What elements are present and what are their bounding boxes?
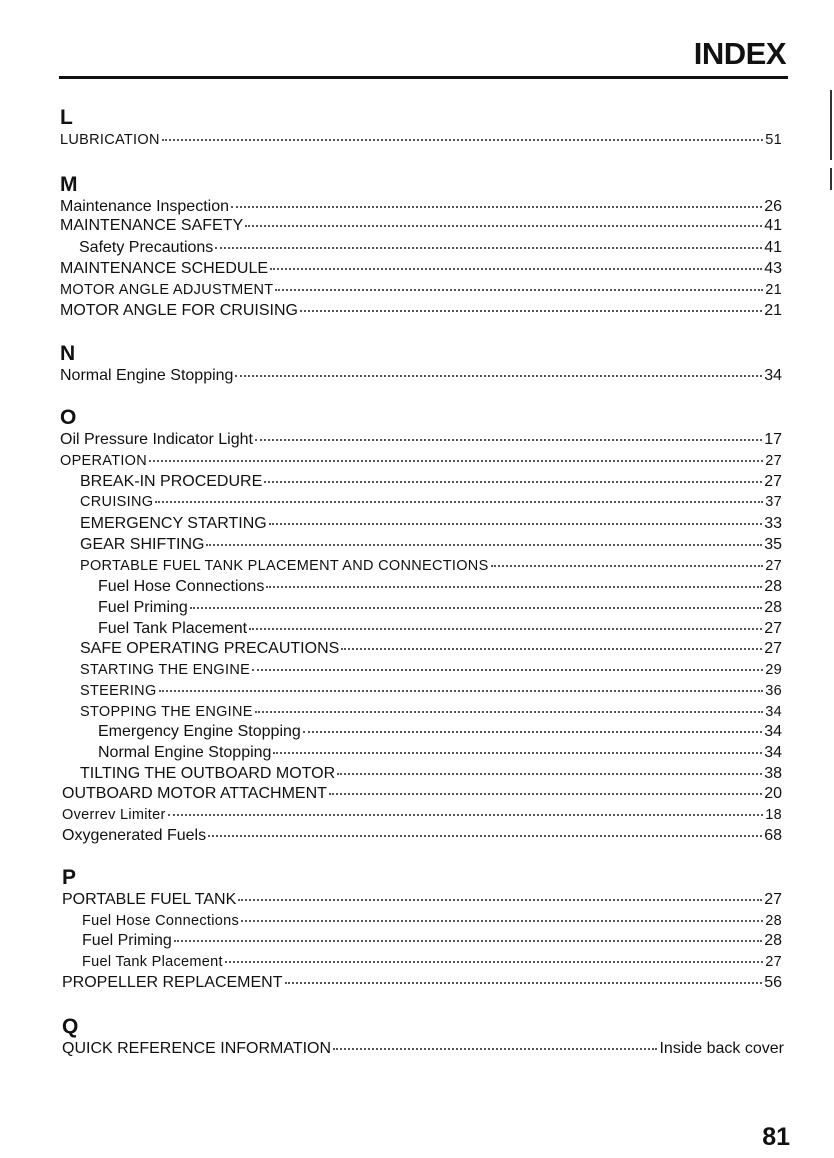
index-entry[interactable] xyxy=(82,911,782,931)
entry-text: Normal Engine Stopping xyxy=(60,367,234,384)
entry-page: Inside back cover xyxy=(659,1040,784,1057)
entry-text: LUBRICATION xyxy=(60,132,160,148)
index-entry[interactable] xyxy=(60,280,782,300)
index-entry[interactable] xyxy=(60,197,782,217)
dot-leader xyxy=(273,752,762,754)
entry-page: 36 xyxy=(765,683,782,699)
index-entry[interactable] xyxy=(60,430,782,450)
dot-leader xyxy=(190,607,762,609)
index-entry[interactable] xyxy=(80,514,782,534)
dot-leader xyxy=(174,940,762,942)
entry-text: Normal Engine Stopping xyxy=(98,744,272,761)
index-entry[interactable] xyxy=(62,973,782,993)
entry-text: MOTOR ANGLE ADJUSTMENT xyxy=(60,282,274,298)
dot-leader xyxy=(162,139,764,141)
entry-page: 51 xyxy=(765,132,782,148)
dot-leader xyxy=(285,982,763,984)
entry-text: Fuel Hose Connections xyxy=(98,578,265,595)
entry-page: 28 xyxy=(764,932,782,949)
entry-page: 27 xyxy=(764,620,782,637)
entry-text: MAINTENANCE SCHEDULE xyxy=(60,260,269,277)
dot-leader xyxy=(155,501,763,503)
entry-text: Fuel Hose Connections xyxy=(82,913,240,929)
entry-page: 34 xyxy=(764,723,782,740)
entry-text: Maintenance Inspection xyxy=(60,198,229,215)
entry-text: MAINTENANCE SAFETY xyxy=(60,217,244,234)
index-entry[interactable] xyxy=(98,577,782,597)
index-entry[interactable] xyxy=(80,472,782,492)
section-letter-q: Q xyxy=(62,1015,79,1038)
index-entry[interactable] xyxy=(98,743,782,763)
dot-leader xyxy=(491,565,764,567)
entry-text: Emergency Engine Stopping xyxy=(98,723,301,740)
section-letter-l: L xyxy=(60,106,73,129)
index-entry[interactable] xyxy=(82,931,782,951)
index-entry[interactable] xyxy=(79,238,782,258)
entry-page: 41 xyxy=(764,239,782,256)
section-letter-m: M xyxy=(60,173,78,196)
dot-leader xyxy=(329,793,762,795)
index-entry[interactable] xyxy=(60,366,782,386)
entry-text: Fuel Tank Placement xyxy=(82,954,223,970)
dot-leader xyxy=(225,961,763,963)
index-entry[interactable] xyxy=(82,952,782,972)
entry-text: STOPPING THE ENGINE xyxy=(80,704,253,720)
entry-page: 56 xyxy=(764,974,782,991)
index-entry[interactable] xyxy=(80,492,782,512)
entry-page: 27 xyxy=(764,891,782,908)
scan-edge-mark xyxy=(830,168,832,190)
entry-text: TILTING THE OUTBOARD MOTOR xyxy=(80,765,336,782)
index-entry[interactable] xyxy=(62,890,782,910)
dot-leader xyxy=(235,375,762,377)
index-entry[interactable] xyxy=(80,681,782,701)
entry-page: 68 xyxy=(764,827,782,844)
entry-page: 20 xyxy=(764,785,782,802)
dot-leader xyxy=(303,731,762,733)
entry-text: PORTABLE FUEL TANK PLACEMENT AND CONNECTIONS xyxy=(80,558,489,574)
dot-leader xyxy=(149,460,763,462)
dot-leader xyxy=(241,920,763,922)
entry-page: 41 xyxy=(764,217,782,234)
entry-text: STEERING xyxy=(80,683,157,699)
dot-leader xyxy=(238,899,762,901)
dot-leader xyxy=(341,648,762,650)
entry-text: Overrev Limiter xyxy=(62,807,166,823)
index-entry[interactable] xyxy=(80,702,782,722)
entry-page: 28 xyxy=(765,913,782,929)
dot-leader xyxy=(245,225,762,227)
entry-page: 18 xyxy=(765,807,782,823)
section-letter-o: O xyxy=(60,406,77,429)
entry-text: QUICK REFERENCE INFORMATION xyxy=(62,1040,332,1057)
scan-edge-mark xyxy=(830,90,832,160)
dot-leader xyxy=(206,544,762,546)
page-number: 81 xyxy=(762,1123,790,1151)
entry-text: EMERGENCY STARTING xyxy=(80,515,267,532)
entry-page: 28 xyxy=(764,578,782,595)
entry-page: 33 xyxy=(764,515,782,532)
index-entry[interactable] xyxy=(60,130,782,150)
dot-leader xyxy=(159,690,764,692)
entry-text: GEAR SHIFTING xyxy=(80,536,205,553)
entry-text: Safety Precautions xyxy=(79,239,214,256)
index-entry[interactable] xyxy=(80,660,782,680)
dot-leader xyxy=(270,268,762,270)
dot-leader xyxy=(249,628,762,630)
entry-text: Fuel Priming xyxy=(98,599,188,616)
entry-page: 26 xyxy=(764,198,782,215)
index-entry[interactable] xyxy=(80,556,782,576)
section-letter-p: P xyxy=(62,866,77,889)
entry-page: 27 xyxy=(765,954,782,970)
index-entry[interactable] xyxy=(80,535,782,555)
entry-text: OPERATION xyxy=(60,453,148,469)
entry-page: 21 xyxy=(765,282,782,298)
dot-leader xyxy=(208,835,762,837)
index-entry[interactable] xyxy=(60,216,782,236)
index-entry[interactable] xyxy=(80,639,782,659)
dot-leader xyxy=(255,439,762,441)
entry-page: 27 xyxy=(765,558,782,574)
dot-leader xyxy=(337,773,762,775)
dot-leader xyxy=(252,669,763,671)
dot-leader xyxy=(215,247,762,249)
entry-page: 17 xyxy=(764,431,782,448)
index-entry[interactable] xyxy=(62,826,782,846)
dot-leader xyxy=(255,711,764,713)
dot-leader xyxy=(269,523,763,525)
index-entry[interactable] xyxy=(60,451,782,471)
entry-page: 34 xyxy=(764,367,782,384)
index-entry[interactable] xyxy=(62,784,782,804)
entry-page: 38 xyxy=(764,765,782,782)
section-letter-n: N xyxy=(60,342,76,365)
index-entry[interactable] xyxy=(98,598,782,618)
index-entry[interactable] xyxy=(60,301,782,321)
dot-leader xyxy=(300,310,762,312)
page-title: INDEX xyxy=(693,36,786,71)
entry-text: Oxygenerated Fuels xyxy=(62,827,207,844)
entry-page: 29 xyxy=(765,662,782,678)
dot-leader xyxy=(168,814,764,816)
entry-text: Oil Pressure Indicator Light xyxy=(60,431,253,448)
entry-page: 21 xyxy=(764,302,782,319)
entry-page: 34 xyxy=(765,704,782,720)
entry-page: 34 xyxy=(764,744,782,761)
index-entry[interactable] xyxy=(62,1039,784,1059)
entry-text: CRUISING xyxy=(80,494,154,510)
index-entry[interactable] xyxy=(80,764,782,784)
dot-leader xyxy=(333,1048,657,1050)
dot-leader xyxy=(275,289,763,291)
entry-page: 27 xyxy=(764,473,782,490)
index-entry[interactable] xyxy=(62,805,782,825)
index-entry[interactable] xyxy=(98,722,782,742)
entry-page: 43 xyxy=(764,260,782,277)
entry-text: OUTBOARD MOTOR ATTACHMENT xyxy=(62,785,327,802)
index-entry[interactable] xyxy=(98,619,782,639)
entry-text: Fuel Tank Placement xyxy=(98,620,248,637)
entry-page: 27 xyxy=(764,640,782,657)
dot-leader xyxy=(231,206,762,208)
entry-text: PROPELLER REPLACEMENT xyxy=(62,974,283,991)
dot-leader xyxy=(264,481,762,483)
entry-page: 27 xyxy=(765,453,782,469)
entry-text: MOTOR ANGLE FOR CRUISING xyxy=(60,302,298,319)
index-entry[interactable] xyxy=(60,259,782,279)
entry-page: 35 xyxy=(764,536,782,553)
dot-leader xyxy=(266,586,762,588)
entry-text: STARTING THE ENGINE xyxy=(80,662,251,678)
entry-text: PORTABLE FUEL TANK xyxy=(62,891,237,908)
entry-text: Fuel Priming xyxy=(82,932,172,949)
entry-page: 28 xyxy=(764,599,782,616)
entry-text: SAFE OPERATING PRECAUTIONS xyxy=(80,640,340,657)
entry-page: 37 xyxy=(765,494,782,510)
entry-text: BREAK-IN PROCEDURE xyxy=(80,473,263,490)
